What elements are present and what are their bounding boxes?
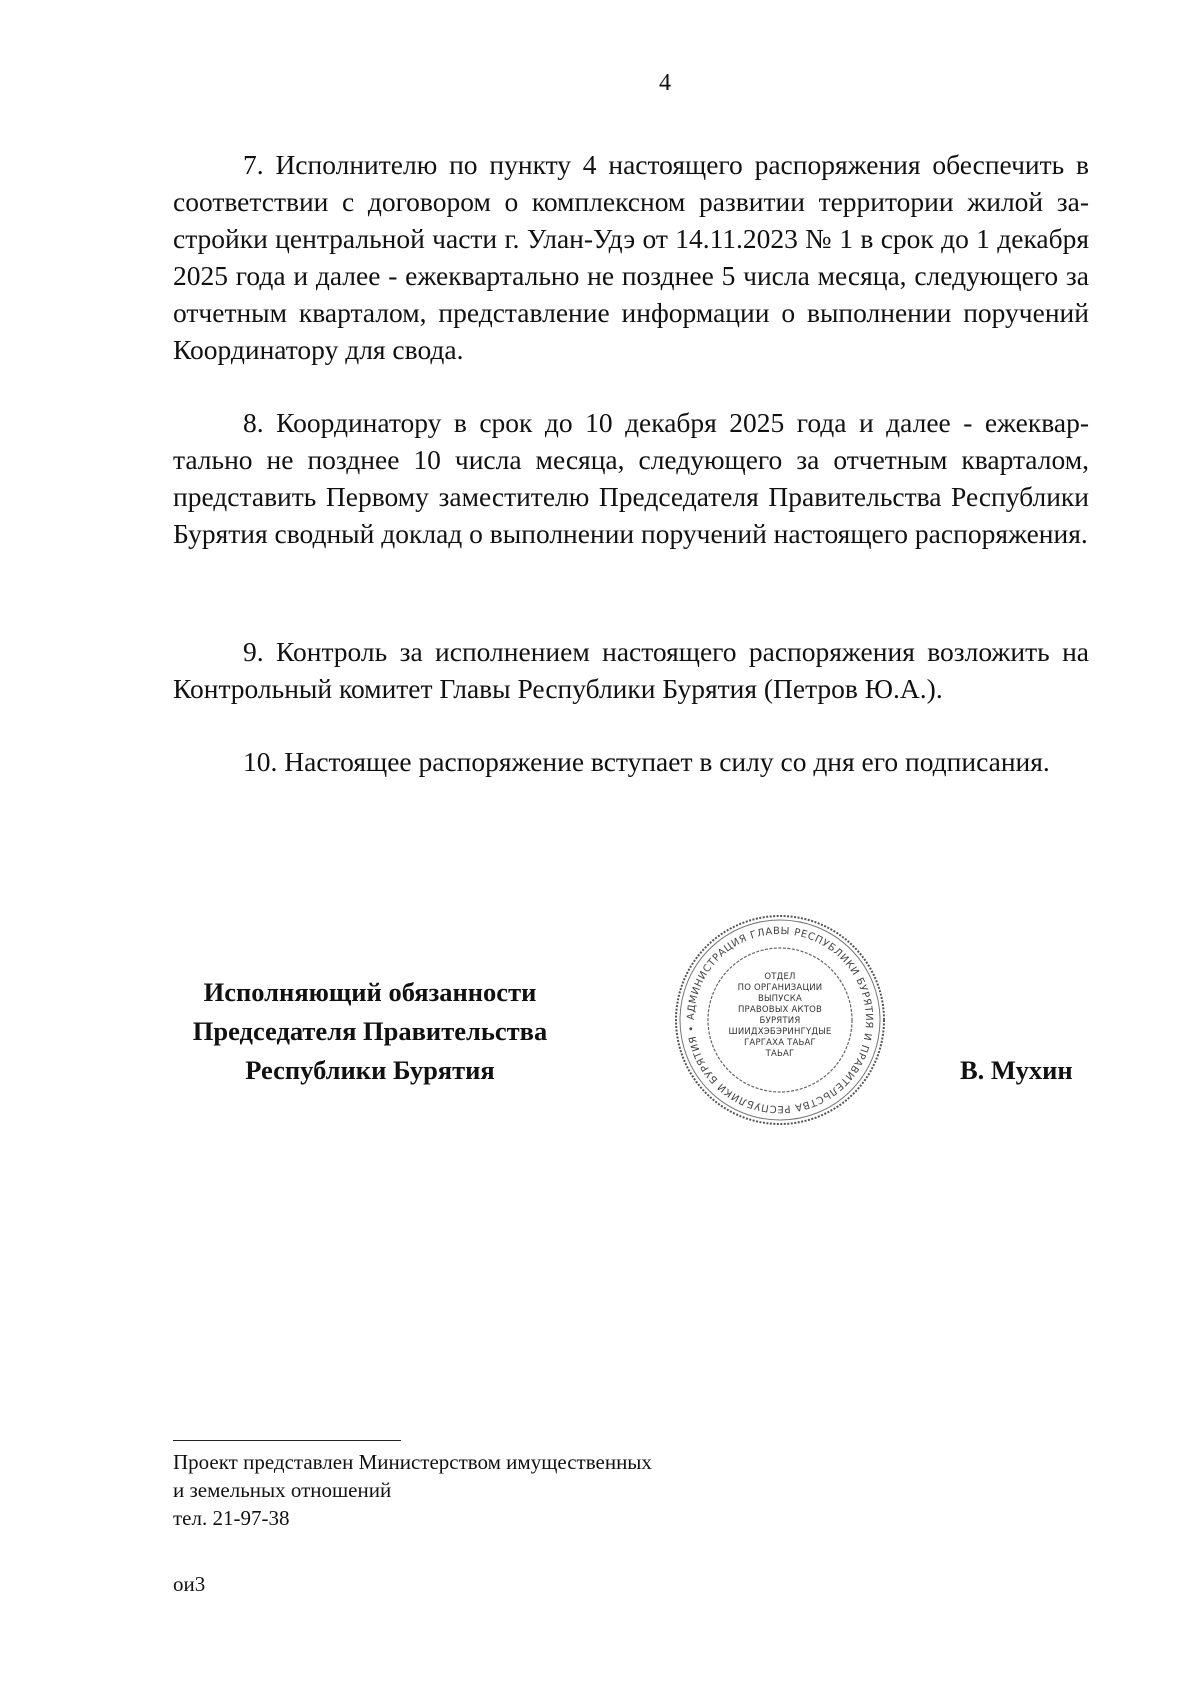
footer-line-1: Проект представлен Министерством имущественных bbox=[173, 1450, 652, 1474]
footer-note bbox=[173, 1448, 652, 1532]
stamp-center-text bbox=[705, 972, 855, 1060]
signer-title bbox=[160, 973, 580, 1090]
stamp-line-4: ПРАВОВЫХ АКТОВ bbox=[737, 1005, 823, 1015]
signer-title-line-3: Республики Бурятия bbox=[245, 1055, 495, 1085]
paragraph-10: 10. Настоящее распоряжение вступает в силу со дня его подписания. bbox=[243, 746, 1050, 777]
page-number: 4 bbox=[659, 70, 671, 96]
signer-title-line-1: Исполняющий обязанности bbox=[203, 977, 537, 1007]
file-code: ои3 bbox=[173, 1572, 206, 1596]
stamp-line-3: ВЫПУСКА bbox=[757, 994, 803, 1004]
official-stamp bbox=[670, 910, 890, 1130]
stamp-line-1: ОТДЕЛ bbox=[764, 972, 796, 982]
footer-phone: тел. 21-97-38 bbox=[173, 1506, 290, 1530]
paragraph-8: 8. Координатору в срок до 10 декабря 2025 года и далее - ежеквартально не позднее 10 числа месяца, следующего за отчетным кварталом, представить Первому заместителю Председателя Правительства Республики Бурятия сводный доклад о выполнении поручений настоящего распоряжения. bbox=[173, 407, 1089, 549]
stamp-line-6: ШИИДХЭБЭРИНГҮДЫЕ bbox=[728, 1027, 832, 1037]
stamp-line-8: ТАЬАГ bbox=[765, 1049, 795, 1059]
stamp-line-7: ГАРГАХА ТАЬАГ bbox=[744, 1038, 816, 1048]
footer-line-2: и земельных отношений bbox=[173, 1478, 392, 1502]
footer-divider bbox=[173, 1440, 401, 1441]
stamp-line-5: БУРЯТИЯ bbox=[759, 1016, 801, 1026]
signer-title-line-2: Председателя Правительства bbox=[192, 1016, 548, 1046]
stamp-outer-text: АДМИНИСТРАЦИЯ ГЛАВЫ РЕСПУБЛИКИ БУРЯТИЯ И ПРАВИТЕЛЬСТВА РЕСПУБЛИКИ БУРЯТИЯ • bbox=[685, 925, 875, 1115]
paragraph-9: 9. Контроль за исполнением настоящего распоряжения возложить на Контрольный комитет Главы Республики Бурятия (Петров Ю.А.). bbox=[173, 636, 1089, 704]
signer-name: В. Мухин bbox=[960, 1055, 1073, 1085]
stamp-line-2: ПО ОРГАНИЗАЦИИ bbox=[737, 983, 823, 993]
paragraph-7: 7. Исполнителю по пункту 4 настоящего распоряжения обеспечить в соответствии с договором о комплексном развитии территории жилой застройки центральной части г. Улан-Удэ от 14.11.2023 № 1 в срок до 1 декабря 2025 года и далее - ежеквартально не позднее 5 числа месяца, следующего за отчетным кварталом, представление информации о выполнении поручений Координатору для свода. bbox=[173, 149, 1089, 365]
